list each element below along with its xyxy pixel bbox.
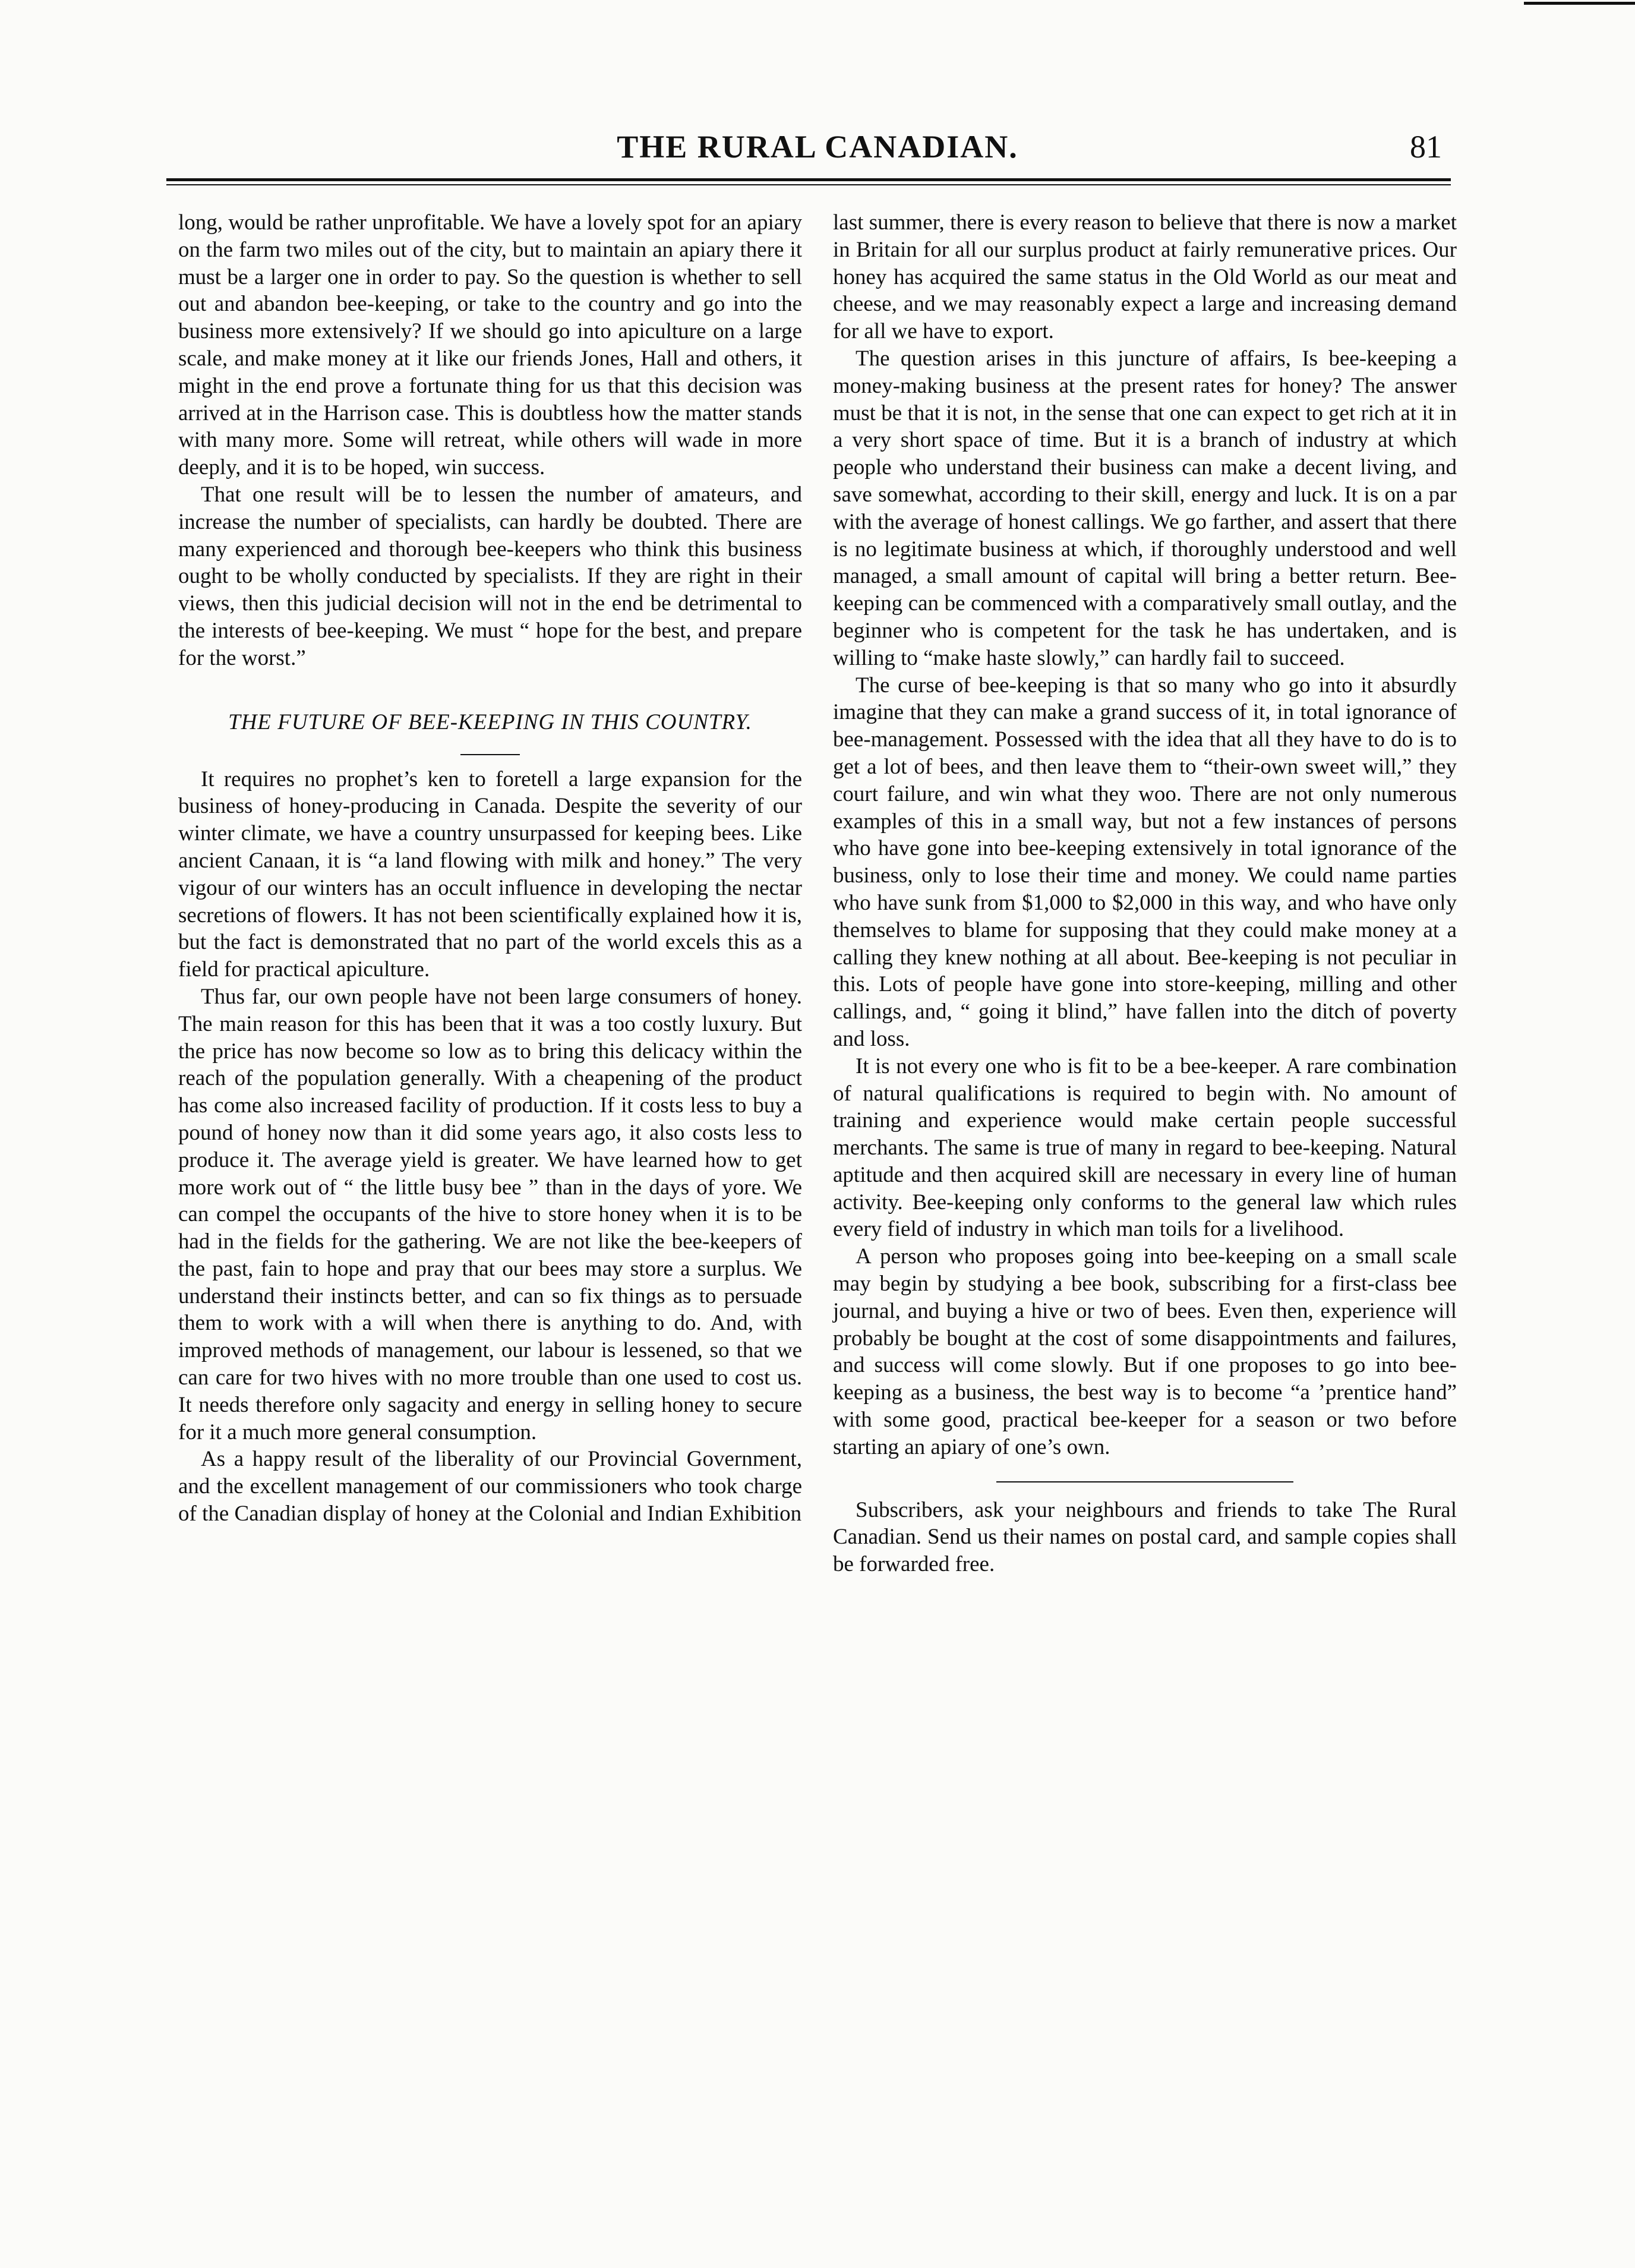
paragraph: long, would be rather unprofitable. We have a lovely spot for an apiary on the farm two miles out of the city, but to maintain an apiary there it must be a larger one in order to pay. So the question is whether to sell out and abandon bee-keeping, or take to the country and go into the business more extensively? If we should go into apiculture on a large scale, and make money at it like our friends Jones, Hall and others, it might in the end prove a fortunate thing for us that this decision was arrived at in the Harrison case. This is doubtless how the matter stands with many more. Some will retreat, while others will wade in more deeply, and it is to be hoped, win success. bbox=[178, 210, 802, 480]
paragraph: It requires no prophet’s ken to foretell a large expansion for the business of honey-producing in Canada. Despite the severity of our winter climate, we have a country unsurpassed for keeping bees. Like ancient Canaan, it is “a land flowing with milk and honey.” The very vigour of our winters has an occult influence in developing the nectar secretions of flowers. It has not been scientifically explained how it is, but the fact is demonstrated that no part of the world excels this as a field for practical apiculture. bbox=[178, 766, 802, 982]
subscriber-notice: Subscribers, ask your neighbours and friends to take The Rural Canadian. Send us their names on postal card, and sample copies shall be forwarded free. bbox=[833, 1497, 1457, 1577]
header-rule bbox=[166, 178, 1451, 181]
paragraph: The curse of bee-keeping is that so many who go into it absurdly imagine that they can make a grand success of it, in total ignorance of bee-management. Possessed with the idea that all they have to do is to get a lot of bees, and then leave them to “their-own sweet will,” they court failure, and win what they woo. There are not only numerous examples of this in a small way, but not a few instances of persons who have gone into bee-keeping extensively in total ignorance of the business, only to lose their time and money. We could name parties who have sunk from $1,000 to $2,000 in this way, and who have only themselves to blame for supposing that they could make money at a calling they knew nothing at all about. Bee-keeping is not peculiar in this. Lots of people have gone into store-keeping, milling and other callings, and, “ going it blind,” have fallen into the ditch of poverty and loss. bbox=[833, 673, 1457, 1051]
page-number: 81 bbox=[1410, 129, 1442, 165]
right-column bbox=[833, 209, 1457, 1578]
section-heading: THE FUTURE OF BEE-KEEPING IN THIS COUNTRY. bbox=[228, 709, 752, 734]
page-title: THE RURAL CANADIAN. bbox=[617, 129, 1018, 165]
paragraph: Thus far, our own people have not been large consumers of honey. The main reason for this has been that it was a too costly luxury. But the price has now become so low as to bring this delicacy within the reach of the population generally. With a cheapening of the product has come also increased facility of production. If it costs less to buy a pound of honey now than it did some years ago, it also costs less to produce it. The average yield is greater. We have learned how to get more work out of “ the little busy bee ” than in the days of yore. We can compel the occupants of the hive to store honey when it is to be had in the fields for the gathering. We are not like the bee-keepers of the past, fain to hope and pray that our bees may store a surplus. We understand their instincts better, and can so fix things as to persuade them to work with a will when there is anything to do. And, with improved methods of management, our labour is lessened, so that we can care for two hives with no more trouble than one used to cost us. It needs therefore only sagacity and energy in selling honey to secure for it a much more general consumption. bbox=[178, 984, 802, 1444]
paragraph: A person who proposes going into bee-keeping on a small scale may begin by studying a bee book, subscribing for a first-class bee journal, and buying a hive or two of bees. Even then, experience will probably be bought at the cost of some disappointments and failures, and success will come slowly. But if one proposes to go into bee-keeping as a business, the best way is to become “a ’prentice hand” with some good, practical bee-keeper for a season or two before starting an apiary of one’s own. bbox=[833, 1244, 1457, 1459]
paragraph: It is not every one who is fit to be a bee-keeper. A rare combination of natural qualifications is required to begin with. No amount of training and experience would make certain people successful merchants. The same is true of many in regard to bee-keeping. Natural aptitude and then acquired skill are necessary in every line of human activity. Bee-keeping only conforms to the general law which rules every field of industry in which man toils for a livelihood. bbox=[833, 1053, 1457, 1242]
header-rule-thin bbox=[166, 184, 1451, 185]
top-edge-rule bbox=[1524, 2, 1635, 5]
left-column bbox=[178, 209, 802, 1528]
paragraph: The question arises in this juncture of affairs, Is bee-keeping a money-making business at the present rates for honey? The answer must be that it is not, in the sense that one can expect to get rich at it in a very short space of time. But it is a branch of industry at which people who understand their business can make a decent living, and save somewhat, according to their skill, energy and luck. It is on a par with the average of honest callings. We go farther, and assert that there is no legitimate business at which, if thoroughly understood and well managed, a small amount of capital will bring a better return. Bee-keeping can be commenced with a comparatively small outlay, and the beginner who is competent for the task he has undertaken, and is willing to “make haste slowly,” can hardly fail to succeed. bbox=[833, 346, 1457, 670]
notice-divider bbox=[996, 1481, 1293, 1482]
section-divider bbox=[460, 754, 520, 755]
paragraph: last summer, there is every reason to believe that there is now a market in Britain for all our surplus product at fairly remunerative prices. Our honey has acquired the same status in the Old World as our meat and cheese, and we may reasonably expect a large and increasing demand for all we have to export. bbox=[833, 210, 1457, 344]
paragraph: As a happy result of the liberality of our Provincial Government, and the excellent management of our commissioners who took charge of the Canadian display of honey at the Colonial and Indian Exhibition bbox=[178, 1447, 802, 1526]
paragraph: That one result will be to lessen the number of amateurs, and increase the number of specialists, can hardly be doubted. There are many experienced and thorough bee-keepers who think this business ought to be wholly conducted by specialists. If they are right in their views, then this judicial decision will not in the end be detrimental to the interests of bee-keeping. We must “ hope for the best, and prepare for the worst.” bbox=[178, 482, 802, 670]
